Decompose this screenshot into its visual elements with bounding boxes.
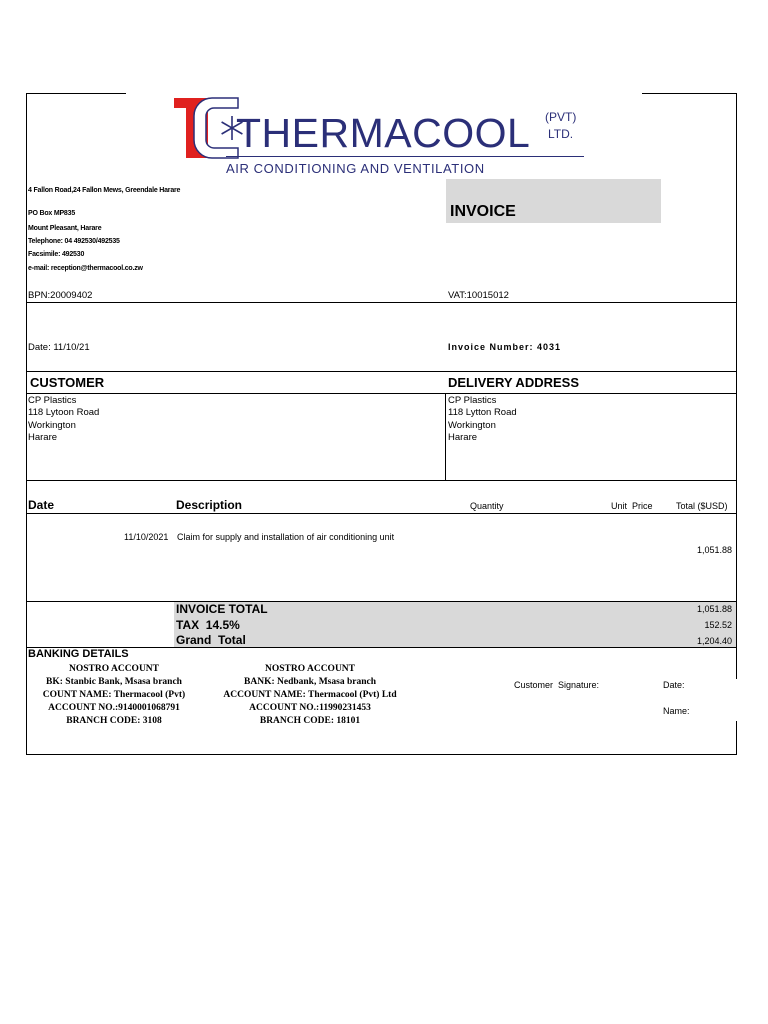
table-header-quantity: Quantity [470, 501, 504, 511]
delivery-line: Harare [448, 432, 478, 443]
company-tagline: AIR CONDITIONING AND VENTILATION [226, 161, 485, 176]
table-row-total: 1,051.88 [696, 545, 732, 555]
grand-total-label: Grand Total [176, 633, 246, 647]
table-row-description: Claim for supply and installation of air conditioning unit [177, 532, 395, 542]
address-line: Telephone: 04 492530/492535 [28, 238, 120, 245]
bpn-number: BPN:20009402 [28, 290, 93, 301]
address-line: 4 Fallon Road,24 Fallon Mews, Greendale Harare [28, 187, 181, 194]
invoice-total-value: 1,051.88 [696, 604, 732, 614]
customer-line: Workington [28, 420, 76, 431]
logo-divider [226, 156, 584, 157]
tax-value: 152.52 [704, 620, 732, 630]
bank-line: BRANCH CODE: 3108 [66, 716, 162, 726]
table-row-date: 11/10/2021 [124, 532, 169, 542]
bank-line: ACCOUNT NO.:11990231453 [249, 703, 371, 713]
signature-name-label: Name: [663, 706, 690, 716]
divider [26, 601, 737, 602]
invoice-title-box [446, 179, 661, 223]
delivery-heading: DELIVERY ADDRESS [448, 375, 579, 390]
bank-line: BRANCH CODE: 18101 [259, 716, 361, 726]
address-line: e-mail: reception@thermacool.co.zw [28, 265, 143, 272]
company-name: THERMACOOL [236, 110, 531, 156]
bank-line: COUNT NAME: Thermacool (Pvt) [42, 690, 186, 700]
bank-line: ACCOUNT NAME: Thermacool (Pvt) Ltd [223, 690, 397, 700]
table-header-description: Description [176, 498, 243, 512]
address-line: Facsimile: 492530 [28, 251, 85, 258]
bank-line: NOSTRO ACCOUNT [69, 664, 159, 674]
vat-number: VAT:10015012 [448, 290, 509, 301]
signature-date-label: Date: [663, 680, 685, 690]
address-line: Mount Pleasant, Harare [28, 225, 102, 232]
delivery-line: Workington [448, 420, 496, 431]
table-header-date: Date [28, 498, 55, 512]
divider [26, 371, 737, 372]
divider [26, 480, 737, 481]
divider [26, 302, 737, 303]
invoice-number: Invoice Number: 4031 [448, 342, 562, 352]
invoice-total-label: INVOICE TOTAL [176, 602, 268, 616]
divider [26, 513, 737, 514]
invoice-date: Date: 11/10/21 [28, 342, 90, 353]
tax-label: TAX 14.5% [176, 618, 240, 632]
customer-line: Harare [28, 432, 58, 443]
table-header-unit-price: Unit Price [611, 501, 653, 511]
table-header-total: Total ($USD) [676, 501, 728, 511]
invoice-title: INVOICE [450, 203, 516, 220]
bank-account-2 [210, 664, 410, 729]
customer-signature-label: Customer Signature: [514, 680, 600, 690]
company-suffix-ltd: LTD. [548, 127, 574, 141]
bank-line: BANK: Nedbank, Msasa branch [244, 677, 376, 687]
delivery-line: CP Plastics [448, 395, 497, 406]
delivery-line: 118 Lytton Road [448, 407, 517, 418]
address-line: PO Box MP835 [28, 210, 76, 217]
customer-line: 118 Lytoon Road [28, 407, 100, 418]
bank-account-1 [26, 664, 202, 729]
bank-line: NOSTRO ACCOUNT [265, 664, 355, 674]
bank-line: BK: Stanbic Bank, Msasa branch [46, 677, 182, 687]
company-suffix-pvt: (PVT) [545, 110, 577, 124]
grand-total-value: 1,204.40 [696, 636, 732, 646]
divider [26, 647, 737, 648]
divider [26, 393, 737, 394]
bank-line: ACCOUNT NO.:9140001068791 [48, 703, 180, 713]
customer-heading: CUSTOMER [30, 375, 105, 390]
border-gap [730, 679, 744, 721]
customer-line: CP Plastics [28, 395, 77, 406]
column-divider [445, 393, 446, 480]
banking-heading: BANKING DETAILS [28, 648, 129, 660]
